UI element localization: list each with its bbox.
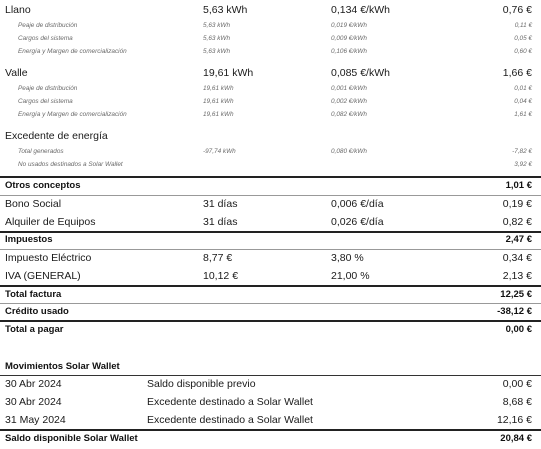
row-amount: 2,13 € [502,270,532,282]
credit-label: Crédito usado [5,306,69,317]
sub-qty: 19,61 kWh [203,98,234,105]
total-factura-row [0,287,541,303]
row-qty: 31 días [203,216,238,228]
valle-price: 0,085 €/kWh [331,67,390,79]
alquiler-equipos-row [0,215,541,229]
llano-qty: 5,63 kWh [203,4,248,16]
sub-amount: 0,01 € [514,85,532,92]
section-amount: 2,47 € [505,234,532,245]
section-amount: 1,01 € [505,180,532,191]
sub-label: Peaje de distribución [18,22,78,29]
wallet-row [0,377,541,391]
saldo-wallet-row [0,431,541,447]
section-title: Movimientos Solar Wallet [5,361,120,372]
total-pagar-row [0,322,541,338]
sub-price: 0,002 €/kWh [331,98,367,105]
row-label: Alquiler de Equipos [5,216,96,228]
wallet-amount: 8,68 € [502,396,532,408]
row-base: 10,12 € [203,270,239,282]
excedente-sub-row [0,159,541,170]
divider [0,375,541,376]
saldo-amount: 20,84 € [500,433,532,444]
row-price: 0,026 €/día [331,216,384,228]
wallet-concept: Excedente destinado a Solar Wallet [147,414,313,426]
excedente-label: Excedente de energía [5,130,108,142]
sub-price: 0,001 €/kWh [331,85,367,92]
wallet-amount: 0,00 € [502,378,532,390]
valle-sub-row [0,96,541,107]
wallet-amount: 12,16 € [496,414,532,426]
wallet-row [0,395,541,409]
llano-amount: 0,76 € [502,4,532,16]
otros-conceptos-header [0,178,541,194]
row-qty: 31 días [203,198,238,210]
sub-qty: 19,61 kWh [203,85,234,92]
sub-amount: 0,05 € [514,35,532,42]
valle-qty: 19,61 kWh [203,67,254,79]
iva-row [0,269,541,283]
divider [0,249,541,250]
saldo-label: Saldo disponible Solar Wallet [5,433,138,444]
sub-price: 0,106 €/kWh [331,48,367,55]
row-amount: 0,82 € [502,216,532,228]
row-label: Bono Social [5,198,62,210]
sub-price: 0,082 €/kWh [331,111,367,118]
valle-sub-row [0,109,541,120]
excedente-sub-row [0,146,541,157]
wallet-date: 30 Abr 2024 [5,378,62,390]
llano-sub-row [0,20,541,31]
sub-amount: 0,60 € [514,48,532,55]
llano-row [0,3,541,17]
wallet-header [0,359,541,375]
divider [0,195,541,196]
sub-label: Energía y Margen de comercialización [18,111,127,118]
row-label: IVA (GENERAL) [5,270,81,282]
row-base: 8,77 € [203,252,233,264]
total-amount: 12,25 € [500,289,532,300]
valle-label: Valle [5,67,28,79]
pay-amount: 0,00 € [505,324,532,335]
sub-amount: 0,04 € [514,98,532,105]
sub-label: Energía y Margen de comercialización [18,48,127,55]
row-price: 0,006 €/día [331,198,384,210]
sub-amount: 0,11 € [514,22,532,29]
sub-price: 0,019 €/kWh [331,22,367,29]
row-label: Impuesto Eléctrico [5,252,92,264]
llano-label: Llano [5,4,31,16]
row-rate: 21,00 % [331,270,370,282]
pay-label: Total a pagar [5,324,64,335]
valle-sub-row [0,83,541,94]
wallet-concept: Saldo disponible previo [147,378,256,390]
valle-row [0,66,541,80]
impuesto-electrico-row [0,251,541,265]
sub-label: Total generados [18,148,64,155]
llano-sub-row [0,33,541,44]
excedente-row [0,129,541,143]
wallet-date: 30 Abr 2024 [5,396,62,408]
sub-amount: -7,82 € [512,148,532,155]
total-label: Total factura [5,289,62,300]
llano-price: 0,134 €/kWh [331,4,390,16]
bono-social-row [0,197,541,211]
sub-qty: 19,61 kWh [203,111,234,118]
sub-label: Cargos del sistema [18,35,73,42]
sub-label: Peaje de distribución [18,85,78,92]
impuestos-header [0,232,541,248]
credit-amount: -38,12 € [497,306,532,317]
credito-usado-row [0,304,541,320]
row-amount: 0,34 € [502,252,532,264]
sub-label: No usados destinados a Solar Wallet [18,161,123,168]
section-title: Impuestos [5,234,53,245]
sub-label: Cargos del sistema [18,98,73,105]
sub-qty: 5,63 kWh [203,22,230,29]
sub-price: 0,009 €/kWh [331,35,367,42]
sub-price: 0,080 €/kWh [331,148,367,155]
row-rate: 3,80 % [331,252,364,264]
wallet-date: 31 May 2024 [5,414,66,426]
wallet-row [0,413,541,427]
valle-amount: 1,66 € [502,67,532,79]
sub-amount: 1,61 € [514,111,532,118]
llano-sub-row [0,46,541,57]
sub-qty: 5,63 kWh [203,48,230,55]
wallet-concept: Excedente destinado a Solar Wallet [147,396,313,408]
section-title: Otros conceptos [5,180,81,191]
sub-amount: 3,92 € [514,161,532,168]
sub-qty: -97,74 kWh [203,148,236,155]
row-amount: 0,19 € [502,198,532,210]
sub-qty: 5,63 kWh [203,35,230,42]
